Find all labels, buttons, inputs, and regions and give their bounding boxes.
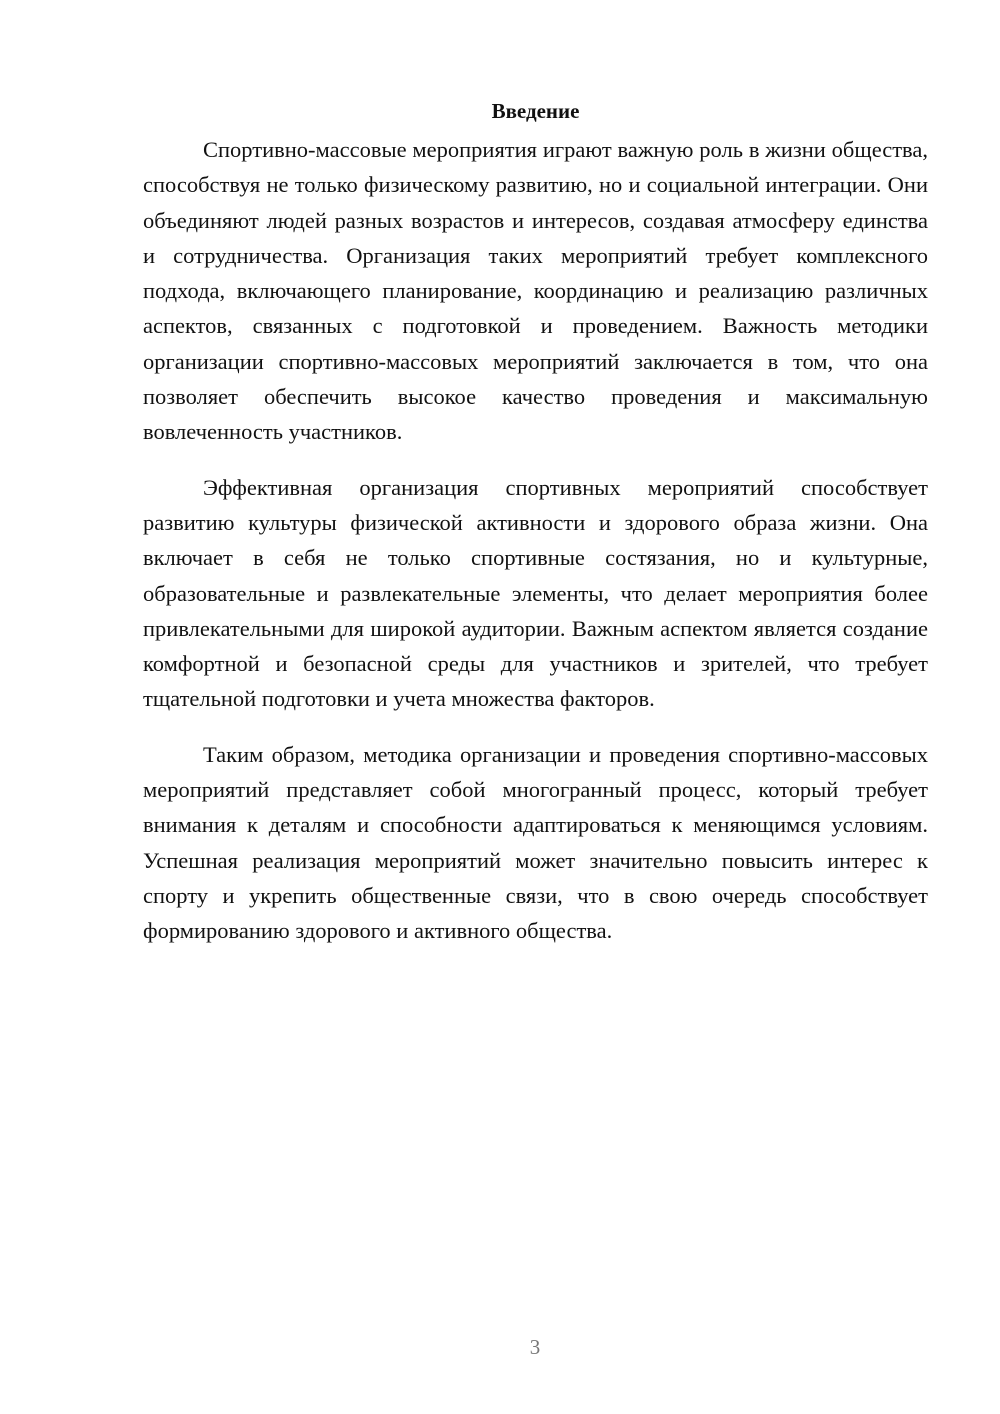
paragraph-intro: Спортивно-массовые мероприятия играют важную роль в жизни общества, способствуя не только физическому развитию, но и социальной интеграции. Они объединяют людей разных возрастов и интересов, создавая атмосферу единства и сотрудничества. Организация таких мероприятий требует комплексного подхода, включающего планирование, координацию и реализацию различных аспектов, связанных с подготовкой и проведением. Важность методики организации спортивно-массовых мероприятий заключается в том, что она позволяет обеспечить высокое качество проведения и максимальную вовлеченность участников.	[143, 137, 928, 445]
paragraph-organization: Эффективная организация спортивных мероприятий способствует развитию культуры физической активности и здорового образа жизни. Она включает в себя не только спортивные состязания, но и культурные, образовательные и развлекательные элементы, что делает мероприятия более привлекательными для широкой аудитории. Важным аспектом является создание комфортной и безопасной среды для участников и зрителей, что требует тщательной подготовки и учета множества факторов.	[143, 474, 928, 712]
section-heading: Введение	[491, 99, 580, 123]
page-content	[143, 96, 928, 969]
page-number: 3	[529, 1335, 541, 1359]
paragraph-conclusion: Таким образом, методика организации и проведения спортивно-массовых мероприятий представляет собой многогранный процесс, который требует внимания к деталям и способности адаптироваться к меняющимся условиям. Успешная реализация мероприятий может значительно повысить интерес к спорту и укрепить общественные связи, что в свою очередь способствует формированию здорового и активного общества.	[143, 741, 928, 944]
